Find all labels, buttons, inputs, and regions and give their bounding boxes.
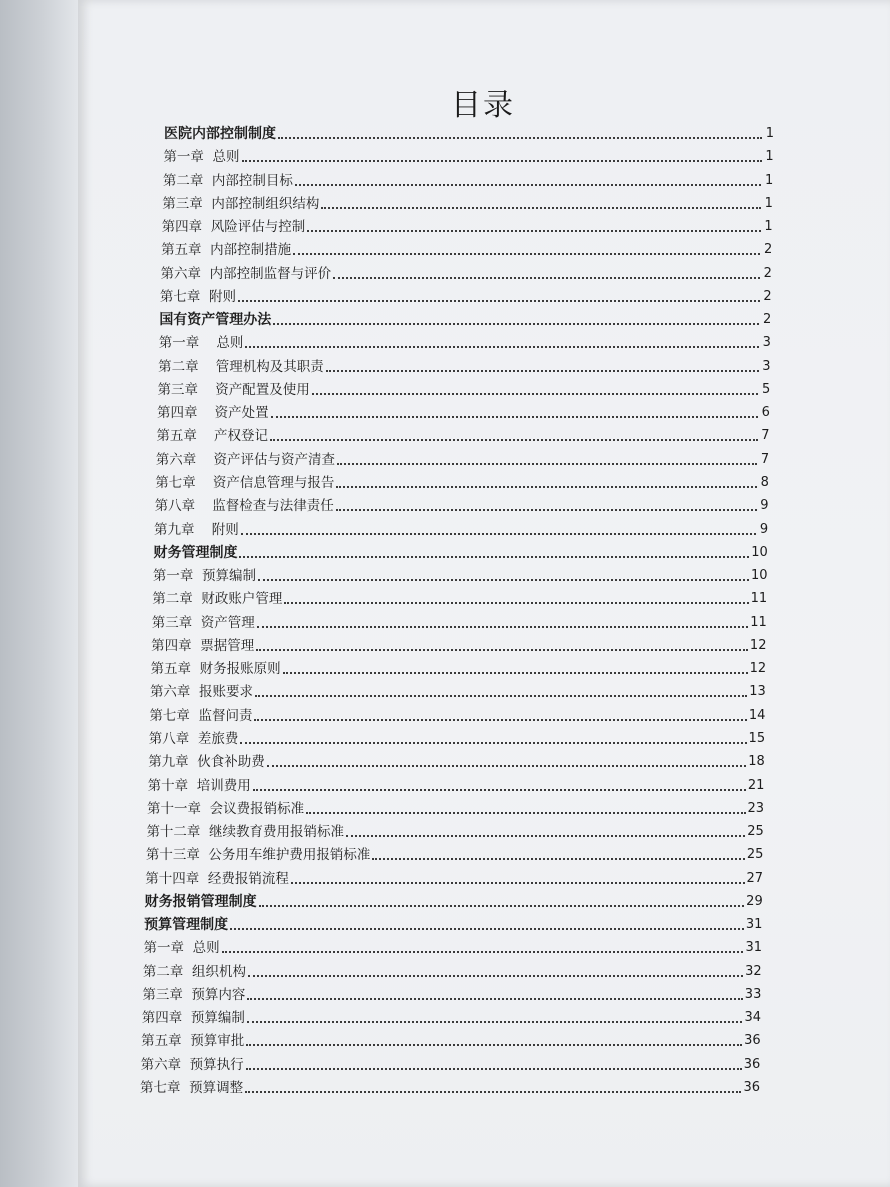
toc-chapter-entry: [141, 1031, 761, 1051]
toc-page-number: 1: [764, 195, 773, 211]
toc-page-number: 31: [745, 917, 763, 933]
toc-dot-leader: [295, 183, 761, 186]
toc-entry-label: 第四章 预算编制: [141, 1010, 245, 1027]
toc-chapter-entry: [157, 403, 770, 423]
toc-page-number: 1: [765, 149, 774, 165]
toc-page-number: 29: [746, 893, 763, 909]
toc-chapter-entry: [151, 636, 766, 656]
toc-page-number: 11: [750, 614, 767, 630]
toc-chapter-entry: [158, 380, 771, 400]
toc-dot-leader: [336, 485, 756, 488]
toc-page-number: 25: [747, 824, 764, 840]
toc-entry-label: 第二章 内部控制目标: [162, 172, 293, 189]
toc-chapter-entry: [144, 938, 763, 958]
toc-chapter-entry: [155, 496, 769, 516]
toc-dot-leader: [273, 322, 759, 325]
toc-entry-label: 第七章 资产信息管理与报告: [155, 475, 335, 492]
toc-page-number: 36: [743, 1080, 760, 1095]
toc-entry-label: 财务管理制度: [153, 544, 238, 561]
toc-dot-leader: [336, 508, 757, 511]
toc-entry-label: 医院内部控制制度: [164, 126, 276, 142]
toc-page-number: 14: [748, 707, 766, 723]
toc-page-number: 18: [748, 754, 765, 770]
toc-entry-label: 第七章 监督问责: [149, 707, 253, 724]
toc-dot-leader: [248, 974, 743, 977]
toc-chapter-entry: [163, 147, 773, 167]
toc-entry-label: 第六章 预算执行: [140, 1056, 244, 1073]
toc-chapter-entry: [140, 1078, 760, 1098]
toc-chapter-entry: [154, 520, 768, 540]
toc-entry-label: 第六章 资产评估与资产清查: [155, 451, 335, 468]
toc-entry-label: 第三章 内部控制组织结构: [162, 195, 320, 212]
toc-page-number: 7: [760, 451, 770, 467]
toc-entry-label: 第七章 附则: [159, 288, 236, 305]
toc-chapter-entry: [163, 171, 773, 191]
toc-page-number: 27: [746, 870, 764, 886]
toc-dot-leader: [242, 159, 762, 162]
toc-entry-label: 第十三章 公务用车维护费用报销标准: [145, 847, 371, 864]
toc-entry-label: 第四章 风险评估与控制: [161, 219, 306, 236]
toc-page-number: 2: [763, 265, 772, 281]
toc-entry-label: 第五章 财务报账原则: [150, 661, 281, 678]
toc-dot-leader: [284, 601, 748, 604]
toc-chapter-entry: [146, 822, 763, 842]
toc-section-entry: [153, 543, 767, 563]
toc-entry-label: 第六章 内部控制监督与评价: [160, 265, 332, 282]
toc-page-number: 1: [765, 172, 774, 188]
toc-entry-label: 第九章 伙食补助费: [148, 754, 265, 771]
toc-dot-leader: [257, 625, 748, 628]
toc-page-number: 2: [763, 288, 772, 304]
toc-page-number: 10: [750, 568, 768, 584]
toc-entry-label: 第七章 预算调整: [140, 1080, 244, 1096]
toc-dot-leader: [254, 718, 746, 721]
toc-page-number: 9: [759, 521, 769, 537]
toc-page-number: 3: [762, 335, 771, 351]
toc-dot-leader: [291, 881, 745, 884]
toc-chapter-entry: [148, 752, 765, 772]
toc-chapter-entry: [143, 962, 762, 982]
toc-dot-leader: [293, 252, 760, 255]
toc-chapter-entry: [142, 985, 761, 1005]
toc-dot-leader: [222, 950, 744, 953]
toc-page-number: 21: [747, 777, 765, 793]
toc-chapter-entry: [160, 264, 771, 284]
toc-entry-label: 国有资产管理办法: [159, 312, 272, 329]
toc-dot-leader: [247, 1020, 743, 1023]
toc-entry-label: 第二章 管理机构及其职责: [158, 358, 324, 375]
toc-dot-leader: [333, 276, 760, 279]
toc-chapter-entry: [161, 240, 772, 260]
toc-chapter-entry: [155, 473, 769, 493]
toc-page-number: 12: [749, 637, 767, 653]
document-page: [78, 0, 890, 1187]
toc-chapter-entry: [148, 776, 765, 796]
toc-entry-label: 第九章 附则: [154, 521, 239, 538]
toc-chapter-entry: [152, 613, 767, 633]
toc-dot-leader: [240, 741, 746, 744]
toc-dot-leader: [255, 694, 747, 697]
toc-entry-label: 第十一章 会议费报销标准: [147, 800, 305, 817]
toc-chapter-entry: [147, 799, 764, 819]
toc-chapter-entry: [156, 426, 769, 446]
toc-entry-label: 第八章 监督检查与法律责任: [154, 498, 334, 515]
toc-page-number: 34: [744, 1010, 762, 1026]
toc-chapter-entry: [160, 287, 772, 307]
toc-dot-leader: [312, 392, 759, 395]
toc-section-entry: [164, 124, 774, 144]
toc-page-number: 2: [764, 242, 773, 258]
toc-entry-label: 第八章 差旅费: [148, 730, 239, 747]
toc-page-number: 25: [746, 847, 764, 863]
toc-entry-label: 第四章 资产处置: [156, 405, 269, 422]
toc-chapter-entry: [151, 659, 767, 679]
toc-dot-leader: [253, 788, 746, 791]
table-of-contents: [78, 0, 890, 1187]
toc-entry-label: 第十二章 继续教育费用报销标准: [146, 824, 345, 841]
toc-chapter-entry: [146, 845, 764, 865]
toc-page-number: 31: [745, 940, 763, 956]
toc-chapter-entry: [149, 729, 765, 749]
toc-page-number: 9: [760, 498, 769, 514]
toc-page-number: 33: [744, 986, 762, 1002]
toc-entry-label: 第十章 培训费用: [147, 777, 251, 794]
toc-dot-leader: [307, 229, 760, 232]
toc-entry-label: 第一章 总则: [163, 149, 240, 166]
toc-dot-leader: [346, 834, 745, 837]
toc-dot-leader: [246, 1067, 742, 1070]
toc-dot-leader: [230, 927, 744, 930]
toc-dot-leader: [259, 904, 745, 907]
toc-page-number: 36: [743, 1056, 761, 1072]
toc-page-number: 11: [750, 591, 768, 607]
toc-entry-label: 预算管理制度: [144, 917, 229, 934]
toc-entry-label: 第四章 票据管理: [151, 637, 255, 654]
toc-dot-leader: [245, 345, 759, 348]
toc-section-entry: [144, 915, 762, 935]
toc-dot-leader: [241, 532, 756, 535]
toc-entry-label: 第十四章 经费报销流程: [145, 870, 289, 887]
toc-chapter-entry: [152, 589, 767, 609]
toc-dot-leader: [247, 997, 742, 1000]
toc-page-number: 15: [748, 730, 766, 746]
toc-dot-leader: [306, 811, 745, 814]
toc-page-number: 10: [751, 544, 768, 560]
toc-entry-label: 第二章 组织机构: [142, 963, 247, 980]
toc-dot-leader: [271, 415, 758, 418]
toc-dot-leader: [256, 648, 748, 651]
toc-entry-label: 第五章 预算审批: [141, 1033, 245, 1050]
toc-chapter-entry: [142, 1008, 761, 1028]
toc-section-entry: [145, 892, 763, 912]
toc-page-number: 8: [760, 475, 769, 491]
toc-chapter-entry: [153, 566, 768, 586]
toc-entry-label: 第三章 资产配置及使用: [157, 381, 310, 398]
toc-chapter-entry: [149, 706, 765, 726]
toc-page-number: 23: [747, 800, 765, 816]
toc-dot-leader: [278, 136, 762, 139]
toc-dot-leader: [258, 578, 749, 581]
toc-dot-leader: [283, 671, 748, 674]
toc-dot-leader: [245, 1090, 741, 1093]
page-binding-edge: [0, 0, 78, 1187]
toc-chapter-entry: [141, 1055, 761, 1075]
toc-chapter-entry: [150, 682, 766, 702]
toc-dot-leader: [267, 764, 746, 767]
page-title: 目录: [451, 88, 515, 123]
toc-page-number: 1: [764, 219, 773, 235]
toc-dot-leader: [321, 206, 761, 209]
toc-entry-label: 第一章 预算编制: [152, 568, 256, 585]
toc-dot-leader: [239, 555, 749, 558]
toc-section-entry: [159, 310, 771, 330]
toc-chapter-entry: [145, 869, 763, 889]
toc-entry-label: 财务报销管理制度: [144, 893, 257, 910]
toc-entry-label: 第一章 总则: [143, 940, 220, 957]
toc-dot-leader: [337, 462, 757, 465]
toc-entry-label: 第五章 内部控制措施: [161, 242, 292, 259]
toc-page-number: 3: [762, 358, 771, 374]
toc-chapter-entry: [156, 450, 769, 470]
toc-entry-label: 第五章 产权登记: [156, 428, 269, 445]
toc-entry-label: 第三章 预算内容: [142, 986, 246, 1003]
toc-dot-leader: [326, 369, 759, 372]
toc-page-number: 2: [762, 312, 772, 328]
toc-page-number: 1: [765, 126, 774, 141]
toc-page-number: 36: [744, 1033, 761, 1049]
toc-entry-label: 第一章 总则: [158, 335, 244, 352]
toc-entry-label: 第三章 资产管理: [151, 614, 255, 631]
toc-chapter-entry: [158, 357, 770, 377]
toc-page-number: 5: [761, 381, 771, 397]
toc-chapter-entry: [162, 217, 773, 237]
toc-chapter-entry: [162, 194, 773, 214]
toc-dot-leader: [270, 438, 757, 441]
toc-chapter-entry: [159, 333, 771, 353]
toc-page-number: 13: [749, 684, 766, 700]
toc-page-number: 32: [745, 963, 762, 979]
toc-entry-label: 第二章 财政账户管理: [152, 591, 283, 608]
toc-page-number: 6: [761, 405, 770, 421]
toc-page-number: 7: [761, 428, 770, 444]
toc-dot-leader: [238, 299, 760, 302]
toc-entry-label: 第六章 报账要求: [149, 684, 254, 701]
toc-dot-leader: [246, 1043, 742, 1046]
toc-page-number: 12: [749, 661, 767, 677]
toc-dot-leader: [372, 857, 744, 860]
